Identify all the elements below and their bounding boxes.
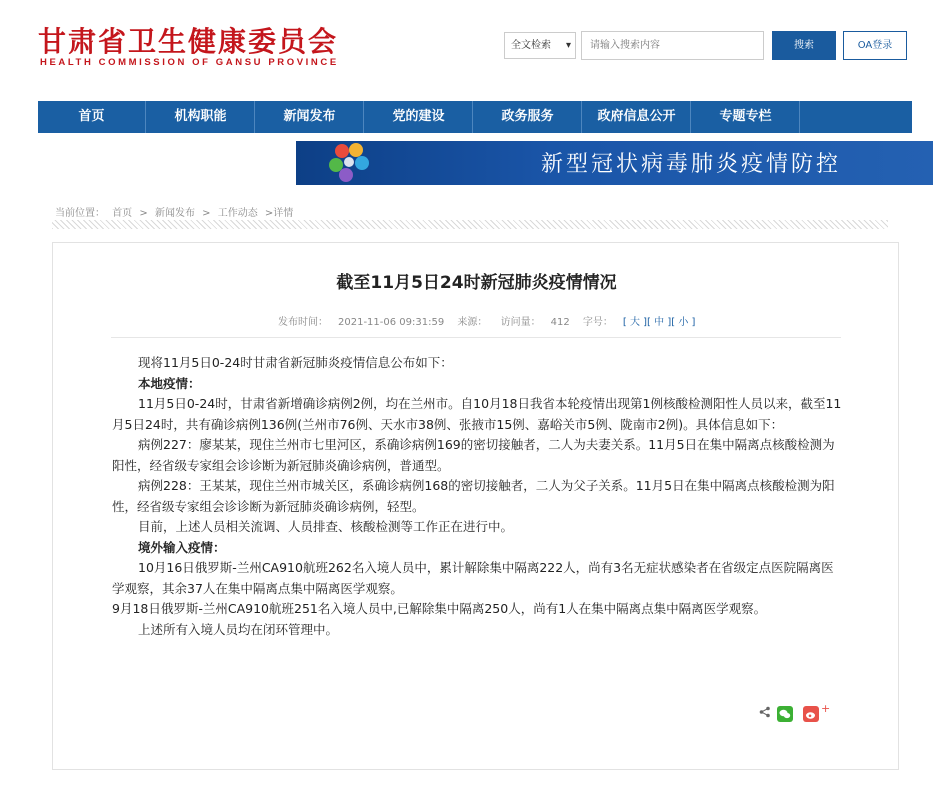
article-title: 截至11月5日24时新冠肺炎疫情情况 — [336, 273, 617, 293]
search-scope-select[interactable] — [504, 32, 576, 59]
breadcrumb — [55, 204, 297, 219]
font-medium-button[interactable]: 中 — [654, 317, 665, 328]
article-paragraph: 上述所有入境人员均在闭环管理中。 — [138, 621, 339, 637]
plus-icon[interactable]: + — [821, 702, 831, 715]
site-logo-cn[interactable]: 甘肃省卫生健康委员会 — [38, 25, 339, 58]
weibo-share-icon[interactable] — [803, 706, 819, 722]
breadcrumb-label: 当前位置： — [55, 208, 105, 219]
publish-time: 2021-11-06 09:31:59 — [338, 317, 445, 328]
banner-emblem-icon — [322, 141, 382, 185]
search-input[interactable]: 请输入搜索内容 — [581, 31, 764, 60]
article-paragraph: 病例227：廖某某，现住兰州市七里河区，系确诊病例169的密切接触者，二人为夫妻关系。11月5日在集中隔离点核酸检测为阳性，经省级专家组会诊诊断为新冠肺炎确诊病例，普通型。 — [112, 437, 835, 473]
search-button[interactable]: 搜索 — [772, 31, 836, 60]
epidemic-banner[interactable] — [296, 141, 933, 185]
nav-item-disclosure[interactable]: 政府信息公开 — [583, 101, 691, 133]
nav-item-extra[interactable] — [801, 101, 911, 133]
breadcrumb-sep: > — [202, 208, 211, 219]
article-body — [112, 353, 842, 640]
chevron-down-icon: ▾ — [565, 40, 571, 51]
site-header — [0, 0, 933, 100]
hatch-divider — [52, 220, 888, 229]
font-size-links: [ 大 ][ 中 ][ 小 ] — [622, 317, 696, 328]
search-scope-label: 全文检索 — [511, 40, 551, 51]
views-label: 访问量： — [500, 317, 541, 328]
meta-divider — [111, 337, 841, 338]
publish-label: 发布时间： — [278, 317, 328, 328]
nav-item-party[interactable]: 党的建设 — [365, 101, 473, 133]
wechat-share-icon[interactable] — [777, 706, 793, 722]
article-meta — [278, 313, 705, 328]
nav-item-news[interactable]: 新闻发布 — [256, 101, 364, 133]
subnav-item-epidemic[interactable]: 疫情防控 — [64, 145, 108, 158]
section-heading: 本地疫情： — [138, 375, 201, 391]
breadcrumb-detail: >详情 — [264, 208, 294, 219]
share-icon[interactable] — [759, 706, 771, 718]
font-large-button[interactable]: 大 — [629, 317, 640, 328]
article-paragraph: 病例228：王某某，现住兰州市城关区，系确诊病例168的密切接触者，二人为父子关系。11月5日在集中隔离点核酸检测为阳性，经省级专家组会诊诊断为新冠肺炎确诊病例，轻型。 — [112, 478, 835, 514]
banner-text: 新型冠状病毒肺炎疫情防控 — [541, 152, 842, 177]
share-bar — [753, 703, 843, 723]
article-paragraph: 9月18日俄罗斯-兰州CA910航班251名入境人员中,已解除集中隔离250人，尚有1人在集中隔离点集中隔离医学观察。 — [112, 601, 767, 616]
source-label: 来源： — [457, 317, 488, 328]
breadcrumb-news[interactable]: 新闻发布 — [154, 208, 195, 219]
oa-login-button[interactable]: OA登录 — [843, 31, 907, 60]
nav-item-home[interactable]: 首页 — [38, 101, 146, 133]
main-nav — [38, 101, 912, 133]
nav-item-functions[interactable]: 机构职能 — [147, 101, 255, 133]
article-paragraph: 目前，上述人员相关流调、人员排查、核酸检测等工作正在进行中。 — [138, 519, 514, 534]
breadcrumb-sep: > — [139, 208, 148, 219]
views-count: 412 — [550, 317, 570, 328]
breadcrumb-home[interactable]: 首页 — [112, 208, 133, 219]
font-small-button[interactable]: 小 — [678, 317, 689, 328]
section-heading: 境外输入疫情： — [138, 539, 226, 555]
breadcrumb-work[interactable]: 工作动态 — [217, 208, 258, 219]
site-logo-en: HEALTH COMMISSION OF GANSU PROVINCE — [40, 57, 339, 68]
article-panel — [52, 242, 899, 770]
article-paragraph: 现将11月5日0-24时甘肃省新冠肺炎疫情信息公布如下： — [138, 355, 453, 370]
nav-item-topics[interactable]: 专题专栏 — [692, 101, 800, 133]
article-paragraph: 10月16日俄罗斯-兰州CA910航班262名入境人员中，累计解除集中隔离222人，尚有3名无症状感染者在省级定点医院隔离医学观察，其余37人在集中隔离点集中隔离医学观察。 — [112, 560, 834, 596]
article-paragraph: 11月5日0-24时，甘肃省新增确诊病例2例，均在兰州市。自10月18日我省本轮疫情出现第1例核酸检测阳性人员以来，截至11月5日24时，共有确诊病例136例(兰州市76例、天水市38例、张掖市15例、嘉峪关市5例、陇南市2例)。具体信息如下： — [112, 396, 842, 432]
font-size-label: 字号： — [582, 317, 613, 328]
nav-item-services[interactable]: 政务服务 — [474, 101, 582, 133]
